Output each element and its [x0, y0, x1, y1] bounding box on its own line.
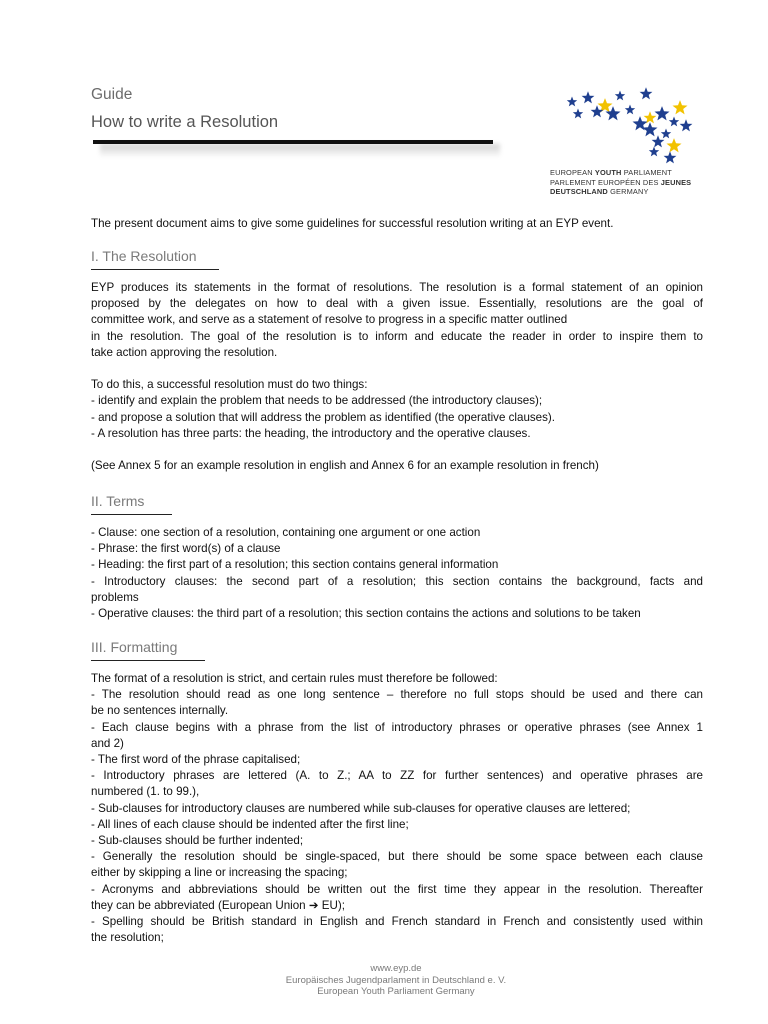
text-line: be no sentences internally. — [91, 704, 229, 718]
section-heading-formatting: III. Formatting — [91, 639, 178, 655]
text-line: - Each clause begins with a phrase from the list of introductory phrases or operative phrases (see Annex 1 — [91, 720, 703, 734]
text-line: numbered (1. to 99.), — [91, 785, 200, 799]
logo-star — [625, 105, 635, 115]
footer — [0, 963, 768, 998]
section-heading-resolution: I. The Resolution — [91, 248, 197, 264]
text-line: - and propose a solution that will address the problem as identified (the operative clauses). — [91, 410, 556, 424]
footer-org-de: Europäisches Jugendparlament in Deutschland e. V. — [285, 974, 507, 986]
footer-org-en: European Youth Parliament Germany — [317, 986, 475, 997]
section-rule — [91, 514, 172, 515]
title-rule — [93, 140, 493, 144]
text-line: - Operative clauses: the third part of a resolution; this section contains the actions and solutions to be taken — [91, 607, 641, 621]
text-line: - The first word of the phrase capitalised; — [91, 753, 301, 767]
text-line: - Generally the resolution should be single-spaced, but there should be some space between each clause — [91, 850, 703, 864]
text-line: - Acronyms and abbreviations should be written out the first time they appear in the resolution. Thereafter — [91, 882, 703, 896]
logo-star — [640, 87, 653, 99]
logo-star — [649, 147, 659, 157]
logo-star — [673, 100, 688, 114]
logo-star — [680, 119, 693, 131]
section-rule — [91, 269, 219, 270]
section-body-resolution — [91, 280, 703, 474]
page-title: How to write a Resolution — [91, 113, 279, 131]
logo-wordmark: EUROPEAN YOUTH PARLIAMENT PARLEMENT EUROPÉEN DES JEUNES DEUTSCHLAND GERMANY — [550, 168, 692, 196]
paragraph-gap — [91, 361, 703, 377]
text-line: - The resolution should read as one long sentence – therefore no full stops should be used and there can — [91, 688, 703, 702]
text-line: - All lines of each clause should be indented after the first line; — [91, 817, 409, 831]
text-line: take action approving the resolution. — [91, 345, 278, 359]
document-type: Guide — [91, 86, 133, 103]
paragraph-gap — [91, 442, 703, 458]
text-line: they can be abbreviated (European Union ➔ EU); — [91, 898, 345, 912]
text-line: in the resolution. The goal of the resolution is to inform and educate the reader in order to inspire them to — [91, 329, 703, 343]
text-line: - identify and explain the problem that needs to be addressed (the introductory clauses); — [91, 394, 543, 408]
logo-star — [567, 97, 577, 107]
text-line: To do this, a successful resolution must do two things: — [91, 378, 368, 392]
text-line: committee work, and serve as a statement of resolve to progress in a specific matter outlined — [91, 313, 568, 327]
section-body-formatting — [91, 671, 703, 946]
text-line: - Clause: one section of a resolution, containing one argument or one action — [91, 526, 481, 539]
text-line: either by skipping a line or increasing the spacing; — [91, 866, 348, 880]
text-line: the resolution; — [91, 931, 164, 945]
intro-paragraph: The present document aims to give some guidelines for successful resolution writing at an EYP event. — [91, 217, 614, 230]
logo-star — [582, 91, 595, 103]
text-line: - Introductory clauses: the second part of a resolution; this section contains the background, facts and — [91, 574, 703, 588]
title-rule-shadow — [100, 144, 500, 158]
logo-star — [652, 135, 665, 147]
text-line: proposed by the delegates on how to deal with a given issue. Essentially, resolutions are the goal of — [91, 297, 703, 311]
logo-star — [664, 151, 677, 163]
logo-star — [615, 91, 625, 101]
text-line: - Sub-clauses for introductory clauses are numbered while sub-clauses for operative clauses are lettered; — [91, 801, 631, 815]
text-line: (See Annex 5 for an example resolution in english and Annex 6 for an example resolution in french) — [91, 459, 599, 473]
logo-star — [573, 109, 583, 119]
text-line: The format of a resolution is strict, and certain rules must therefore be followed: — [91, 672, 498, 685]
text-line: - Introductory phrases are lettered (A. to Z.; AA to ZZ for further sentences) and operative phrases are — [91, 769, 703, 783]
logo-star — [669, 117, 679, 127]
footer-url: www.eyp.de — [370, 963, 422, 974]
section-body-terms — [91, 525, 703, 622]
section-rule — [91, 660, 205, 661]
logo-star — [661, 129, 671, 139]
logo-star — [591, 105, 604, 117]
text-line: - A resolution has three parts: the heading, the introductory and the operative clauses. — [91, 426, 531, 440]
logo-star — [655, 106, 670, 120]
text-line: - Spelling should be British standard in English and French standard in French and consistently used within — [91, 915, 703, 929]
text-line: - Heading: the first part of a resolution; this section contains general information — [91, 558, 499, 572]
text-line: - Sub-clauses should be further indented; — [91, 834, 304, 848]
section-heading-terms: II. Terms — [91, 493, 145, 509]
text-line: - Phrase: the first word(s) of a clause — [91, 542, 281, 556]
logo-star — [667, 138, 682, 152]
logo-star — [643, 122, 658, 136]
text-line: problems — [91, 590, 139, 604]
text-line: and 2) — [91, 736, 124, 750]
text-line: EYP produces its statements in the format of resolutions. The resolution is a formal statement of an opinion — [91, 281, 703, 294]
